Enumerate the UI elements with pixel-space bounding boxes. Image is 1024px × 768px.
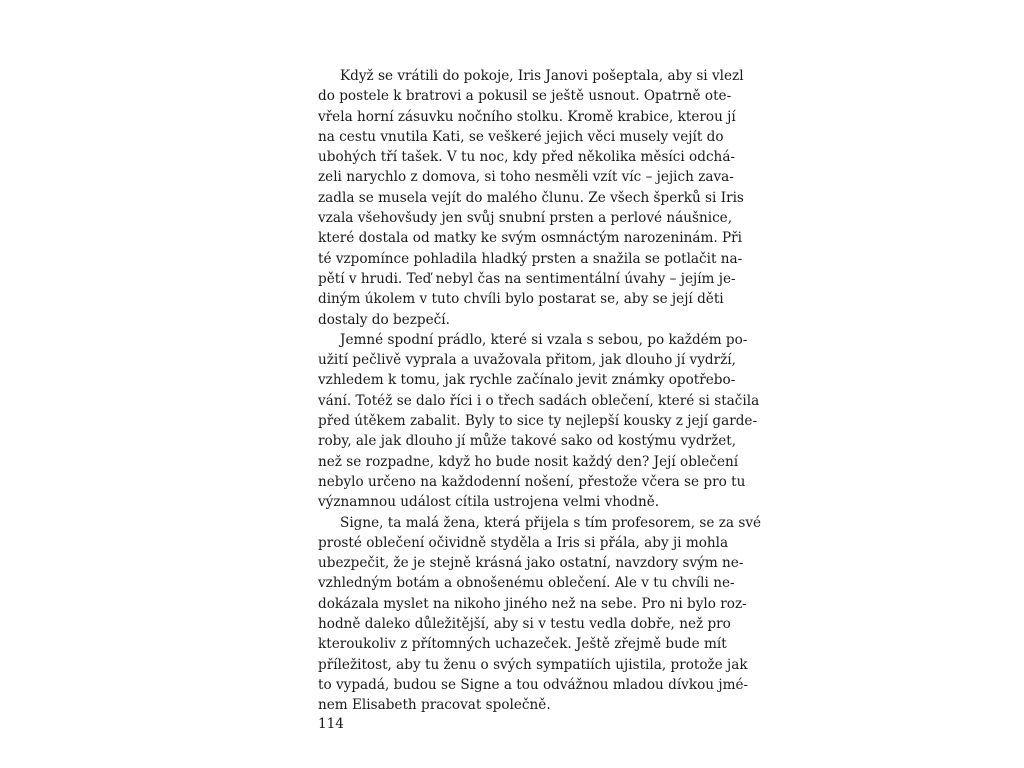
text-line: vřela horní zásuvku nočního stolku. Kromě krabice, kterou jí (318, 108, 736, 125)
text-line: té vzpomínce pohladila hladký prsten a snažila se potlačit na- (318, 250, 743, 267)
text-line: to vypadá, budou se Signe a tou odvážnou mladou dívkou jmé- (318, 676, 749, 693)
text-line: zadla se musela vejít do malého člunu. Ze všech šperků si Iris (318, 189, 744, 206)
page-number: 114 (318, 716, 344, 732)
text-line: pětí v hrudi. Teď nebyl čas na sentimentální úvahy – jejím je- (318, 270, 736, 287)
text-line: dostaly do bezpečí. (318, 311, 450, 328)
text-line: před útěkem zabalit. Byly to sice ty nejlepší kousky z její garde- (318, 413, 758, 430)
text-line: do postele k bratrovi a pokusil se ještě usnout. Opatrně ote- (318, 88, 732, 105)
text-line: příležitost, aby tu ženu o svých sympatiích ujistila, protože jak (318, 656, 748, 673)
paragraph (318, 330, 760, 513)
text-line: na cestu vnutila Kati, se veškeré jejich věci musely vejít do (318, 128, 724, 145)
text-line: Signe, ta malá žena, která přijela s tím profesorem, se za své (340, 514, 762, 531)
text-line: nem Elisabeth pracovat společně. (318, 697, 551, 714)
text-line: Když se vrátili do pokoje, Iris Janovi pošeptala, aby si vlezl (340, 68, 744, 84)
text-line: hodně daleko důležitější, aby si v testu vedla dobře, než pro (318, 616, 731, 633)
text-line: diným úkolem v tuto chvíli bylo postarat se, aby se její děti (318, 291, 724, 308)
text-line: které dostala od matky ke svým osmnáctým narozeninám. Při (318, 230, 742, 247)
text-line: prosté oblečení očividně styděla a Iris si přála, aby ji mohla (318, 534, 729, 551)
text-line: kteroukoliv z přítomných uchazeček. Ještě zřejmě bude mít (318, 636, 727, 653)
text-line: ubezpečit, že je stejně krásná jako ostatní, navzdory svým ne- (318, 555, 744, 572)
paragraph (318, 513, 762, 716)
paragraph (318, 66, 744, 330)
text-line: vzhledným botám a obnošenému oblečení. Ale v tu chvíli ne- (318, 575, 735, 592)
text-line: vání. Totéž se dalo říci i o třech sadách oblečení, které si stačila (318, 392, 760, 409)
text-line: zeli narychlo z domova, si toho nesměli vzít víc – jejich zava- (318, 169, 734, 186)
text-line: ubohých tří tašek. V tu noc, kdy před několika měsíci odchá- (318, 149, 736, 166)
text-line: užití pečlivě vyprala a uvažovala přitom, jak dlouho jí vydrží, (318, 352, 736, 369)
text-line: významnou událost cítila ustrojena velmi vhodně. (318, 494, 660, 511)
text-line: Jemné spodní prádlo, které si vzala s sebou, po každém po- (340, 331, 748, 348)
text-line: roby, ale jak dlouho jí může takové sako od kostýmu vydržet, (318, 433, 737, 450)
text-line: vzhledem k tomu, jak rychle začínalo jevit známky opotřebo- (318, 372, 736, 389)
text-line: vzala všehovšudy jen svůj snubní prsten a perlové náušnice, (318, 210, 733, 227)
text-line: dokázala myslet na nikoho jiného než na sebe. Pro ni bylo roz- (318, 595, 747, 612)
book-page-body (318, 66, 762, 716)
text-line: než se rozpadne, když ho bude nosit každý den? Její oblečení (318, 453, 739, 470)
text-line: nebylo určeno na každodenní nošení, přestože včera se pro tu (318, 473, 746, 490)
